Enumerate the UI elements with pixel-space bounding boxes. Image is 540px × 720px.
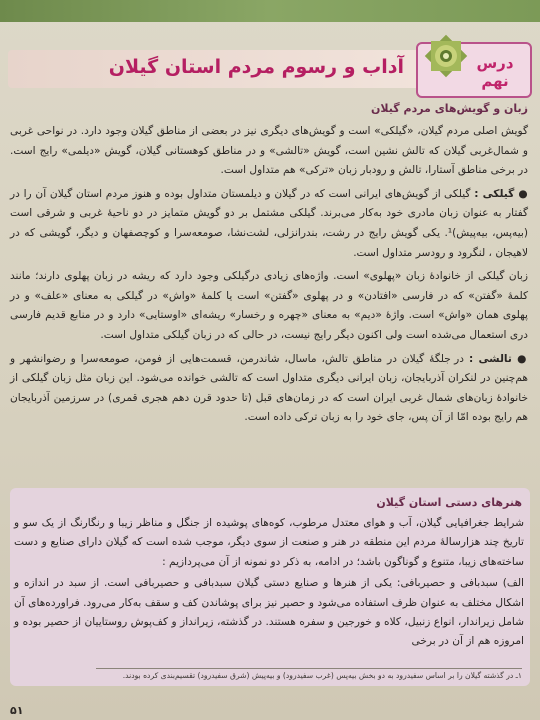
paragraph-gilaki (10, 185, 528, 263)
paragraph-basketry: الف) سبدبافی و حصیربافی: یکی از هنرها و صنایع دستی گیلان سبدبافی و حصیربافی است. از سبد در اندازه و اشکال مختلف به عنوان ظرف استفاده می‌شود و حصیر نیز برای پوشاندن کف و سقف به‌کار می‌رود. فراورده‌های آن شامل زیراندار، انواع زنبیل، کلاه و خورجین و سفره هستند. در گذشته، زیرانداز و کف‌پوش روستاییان از حصیر بوده و امروزه هم از آن در برخی (14, 577, 524, 648)
flower-emblem-icon (424, 34, 468, 78)
page-number: ۵۱ (10, 704, 24, 717)
top-color-band (0, 0, 540, 22)
paragraph-handicrafts-intro: شرایط جغرافیایی گیلان، آب و هوای معتدل مرطوب، کوه‌های پوشیده از جنگل و مناظر زیبا و رنگارنگ از یک سو و تاریخ چند هزارسالهٔ مردم این منطقه در هنر و صنعت از سوی دیگر، موجب شده است که گیلان دارای صنایع و دست ساخته‌های زیبا، متنوع و گوناگون باشد؛ در ادامه، به ذکر دو نمونه از آن می‌پردازیم : (14, 517, 524, 568)
gilaki-term: ● گیلکی : (474, 187, 528, 200)
handicrafts-box (10, 488, 530, 686)
main-content (10, 100, 528, 432)
talishi-text: در جلگهٔ گیلان در مناطق تالش، ماسال، شاندرمن، قسمت‌هایی از فومن، صومعه‌سرا و رضوانشهر و هم‌چنین در لنکران آذربایجان، زبان ایرانی دیگری متداول است که تالشی خوانده می‌شود. این زبان مثل زبان گیلکی از خانوادهٔ زبان‌های شمال غربی ایران است که در زمان‌های قبل (تا حدود قرن دهم هجری قمری) در سرزمین آذربایجان هم رایج بوده امّا از آن پس، جای خود را به زبان ترکی داده است. (10, 352, 528, 424)
lesson-title: آداب و رسوم مردم استان گیلان (108, 56, 404, 78)
paragraph-gilaki-pahlavi: زبان گیلکی از خانوادهٔ زبان «پهلوی» است. واژه‌های زیادی درگیلکی وجود دارد که ریشه در زبان پهلوی دارند؛ مانند کلمهٔ «گفتن» که در فارسی «افتادن» و در پهلوی «گفتن» است یا کلمهٔ «واش» در گیلکی به معنای «علف» و در پهلوی همان «واش» است. واژهٔ «دیم» به معنای «چهره و رخسار» ریشه‌ای «اوستایی» دارد و در منابع قدیم فارسی دری استعمال می‌شده است ولی اکنون دیگر رایج نیست، در حالی که در زبان گیلکی متداول است. (10, 270, 528, 341)
handicrafts-body (14, 514, 524, 654)
paragraph-talishi (10, 350, 528, 428)
lesson-header (8, 36, 532, 98)
paragraph-intro: گویش اصلی مردم گیلان، «گیلکی» است و گویش‌های دیگری نیز در بعضی از مناطق گیلان وجود دارد. در نواحی غربی و شمال‌غربی گیلان که تالش نشین است، گویش «تالشی» و در مناطق کوهستانی گیلان، گویش «دیلمی» رایج است. در برخی مناطق آستارا، تالش و رودبار زبان «ترکی» هم متداول است. (10, 125, 528, 177)
talishi-term: ● تالشی : (468, 352, 528, 365)
lesson-label: درس نهم (476, 54, 514, 90)
section-heading-language: زبان و گویش‌های مردم گیلان (371, 102, 528, 115)
gilaki-text: گیلکی از گویش‌های ایرانی است که در گیلان و دیلمستان متداول بوده و هنوز مردم استان گیلان آن را در گفتار به عنوان زبان مادری خود به‌کار می‌برند. گیلکی مشتمل بر دو گویش متمایز در دو ناحیهٔ غربی و شرقی است (بیه‌پس، بیه‌پیش)¹. یکی گویش رایج در رشت، بندرانزلی، لشت‌نشا، صومعه‌سرا و کوچصفهان و دیگر، گویشی که در لاهیجان ، لنگرود و رودسر متداول است. (10, 187, 529, 259)
section-heading-handicrafts: هنرهای دستی استان گیلان (376, 496, 522, 509)
footnote: ۱ـ در گذشته گیلان را بر اساس سفیدرود به دو بخش بیه‌پس (غرب سفیدرود) و بیه‌پیش (شرق سفیدرود) تقسیم‌بندی کرده بودند. (96, 668, 522, 680)
